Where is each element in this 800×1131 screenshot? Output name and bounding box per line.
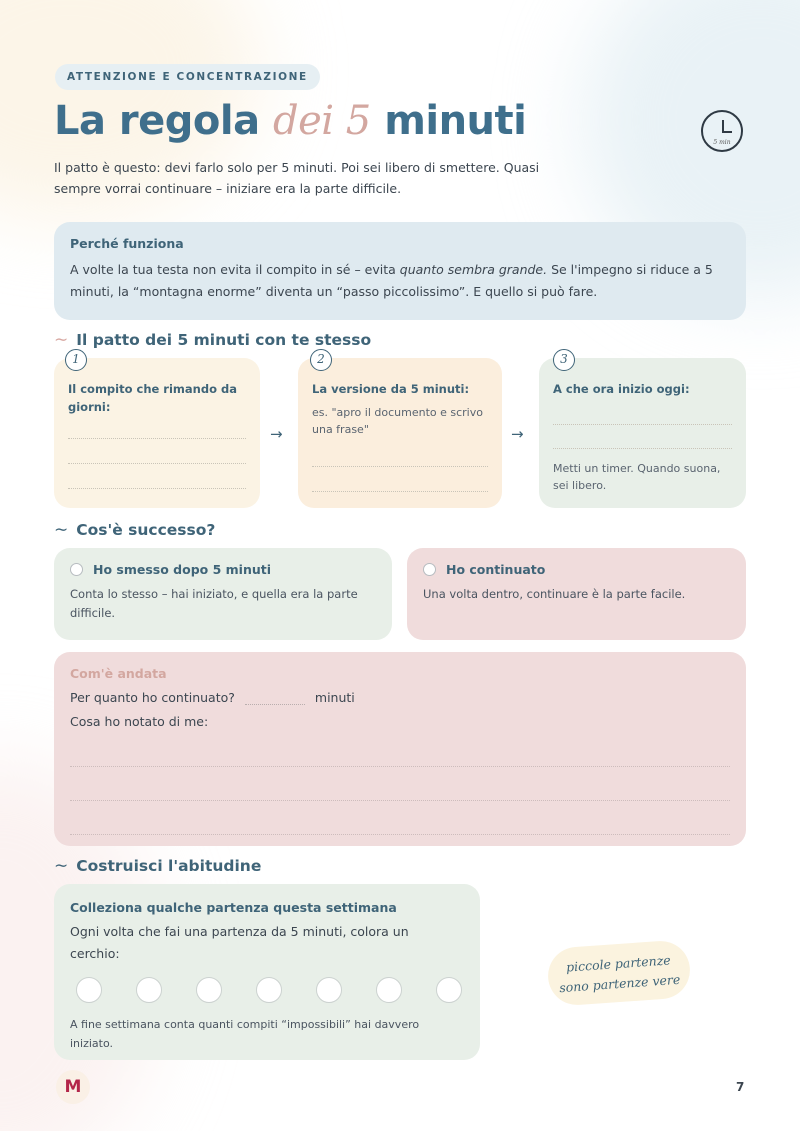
why-it-works-box — [54, 222, 746, 320]
clock-label: 5 min — [713, 139, 731, 146]
section-heading-outcome: ∼ Cos'è successo? — [54, 520, 216, 540]
duration-row: Per quanto ho continuato? minuti — [70, 690, 355, 705]
step-title: La versione da 5 minuti: — [312, 382, 470, 396]
radio-circle[interactable] — [70, 563, 83, 576]
tracker-circles — [70, 977, 464, 1003]
habit-title: Colleziona qualche partenza questa settimana — [70, 900, 397, 915]
arrow-right-icon: → — [511, 425, 524, 443]
title-accent: dei 5 — [273, 98, 371, 144]
wave-icon: ∼ — [54, 330, 69, 350]
step-title: Il compito che rimando da giorni: — [68, 382, 237, 414]
section-heading-pact: ∼ Il patto dei 5 minuti con te stesso — [54, 330, 372, 350]
sticky-note: piccole partenze sono partenze vere — [546, 939, 692, 1007]
option-text: Conta lo stesso – hai iniziato, e quella era la parte difficile. — [70, 587, 358, 620]
habit-note: A fine settimana conta quanti compiti “impossibili” hai davvero iniziato. — [70, 1018, 420, 1050]
write-line[interactable] — [70, 834, 730, 835]
step-number-1: 1 — [65, 349, 87, 371]
reflection-title: Com'è andata — [70, 666, 167, 681]
write-line[interactable] — [68, 488, 246, 489]
habit-tracker-box — [54, 884, 480, 1060]
option-text: Una volta dentro, continuare è la parte facile. — [423, 587, 686, 601]
brand-logo: M — [56, 1070, 90, 1104]
notice-question: Cosa ho notato di me: — [70, 714, 209, 729]
category-badge: ATTENZIONE E CONCENTRAZIONE — [55, 64, 320, 90]
step-card-3 — [539, 358, 746, 508]
outcome-option-stopped[interactable] — [54, 548, 392, 640]
reflection-box — [54, 652, 746, 846]
arrow-right-icon: → — [270, 425, 283, 443]
step-example: es. "apro il documento e scrivo una frase" — [312, 406, 483, 436]
title-part1: La regola — [54, 98, 260, 144]
radio-circle[interactable] — [423, 563, 436, 576]
page-title — [54, 98, 526, 144]
habit-instructions: Ogni volta che fai una partenza da 5 minuti, colora un cerchio: — [70, 924, 409, 961]
step-card-1 — [54, 358, 260, 508]
tracker-circle[interactable] — [256, 977, 282, 1003]
write-line[interactable] — [70, 800, 730, 801]
tracker-circle[interactable] — [436, 977, 462, 1003]
why-text: A volte la tua testa non evita il compito in sé – evita quanto sembra grande. Se l'impegno si riduce a 5 minuti, la “montagna enorme” diventa un “passo piccolissimo”. E quello si può fare. — [70, 262, 713, 299]
step-number-2: 2 — [310, 349, 332, 371]
why-title: Perché funziona — [70, 236, 184, 251]
write-line[interactable] — [312, 466, 488, 467]
page-number: 7 — [736, 1080, 745, 1094]
wave-icon: ∼ — [54, 856, 69, 876]
step-hint: Metti un timer. Quando suona, sei libero. — [553, 462, 721, 492]
wave-icon: ∼ — [54, 520, 69, 540]
write-line[interactable] — [553, 424, 732, 425]
title-part2: minuti — [384, 98, 527, 144]
tracker-circle[interactable] — [136, 977, 162, 1003]
tracker-circle[interactable] — [76, 977, 102, 1003]
write-line[interactable] — [70, 766, 730, 767]
tracker-circle[interactable] — [316, 977, 342, 1003]
write-line[interactable] — [68, 463, 246, 464]
step-card-2 — [298, 358, 502, 508]
write-line[interactable] — [553, 448, 732, 449]
outcome-option-continued[interactable] — [407, 548, 746, 640]
tracker-circle[interactable] — [376, 977, 402, 1003]
clock-icon — [701, 110, 743, 152]
tracker-circle[interactable] — [196, 977, 222, 1003]
write-line[interactable] — [68, 438, 246, 439]
option-label: Ho continuato — [446, 562, 546, 577]
intro-text: Il patto è questo: devi farlo solo per 5 minuti. Poi sei libero di smettere. Quasi sempre vorrai continuare – iniziare era la parte difficile. — [54, 160, 540, 196]
write-line[interactable] — [312, 491, 488, 492]
minutes-input-line[interactable] — [245, 691, 305, 705]
option-label: Ho smesso dopo 5 minuti — [93, 562, 272, 577]
step-title: A che ora inizio oggi: — [553, 382, 690, 396]
section-heading-habit: ∼ Costruisci l'abitudine — [54, 856, 262, 876]
step-number-3: 3 — [553, 349, 575, 371]
